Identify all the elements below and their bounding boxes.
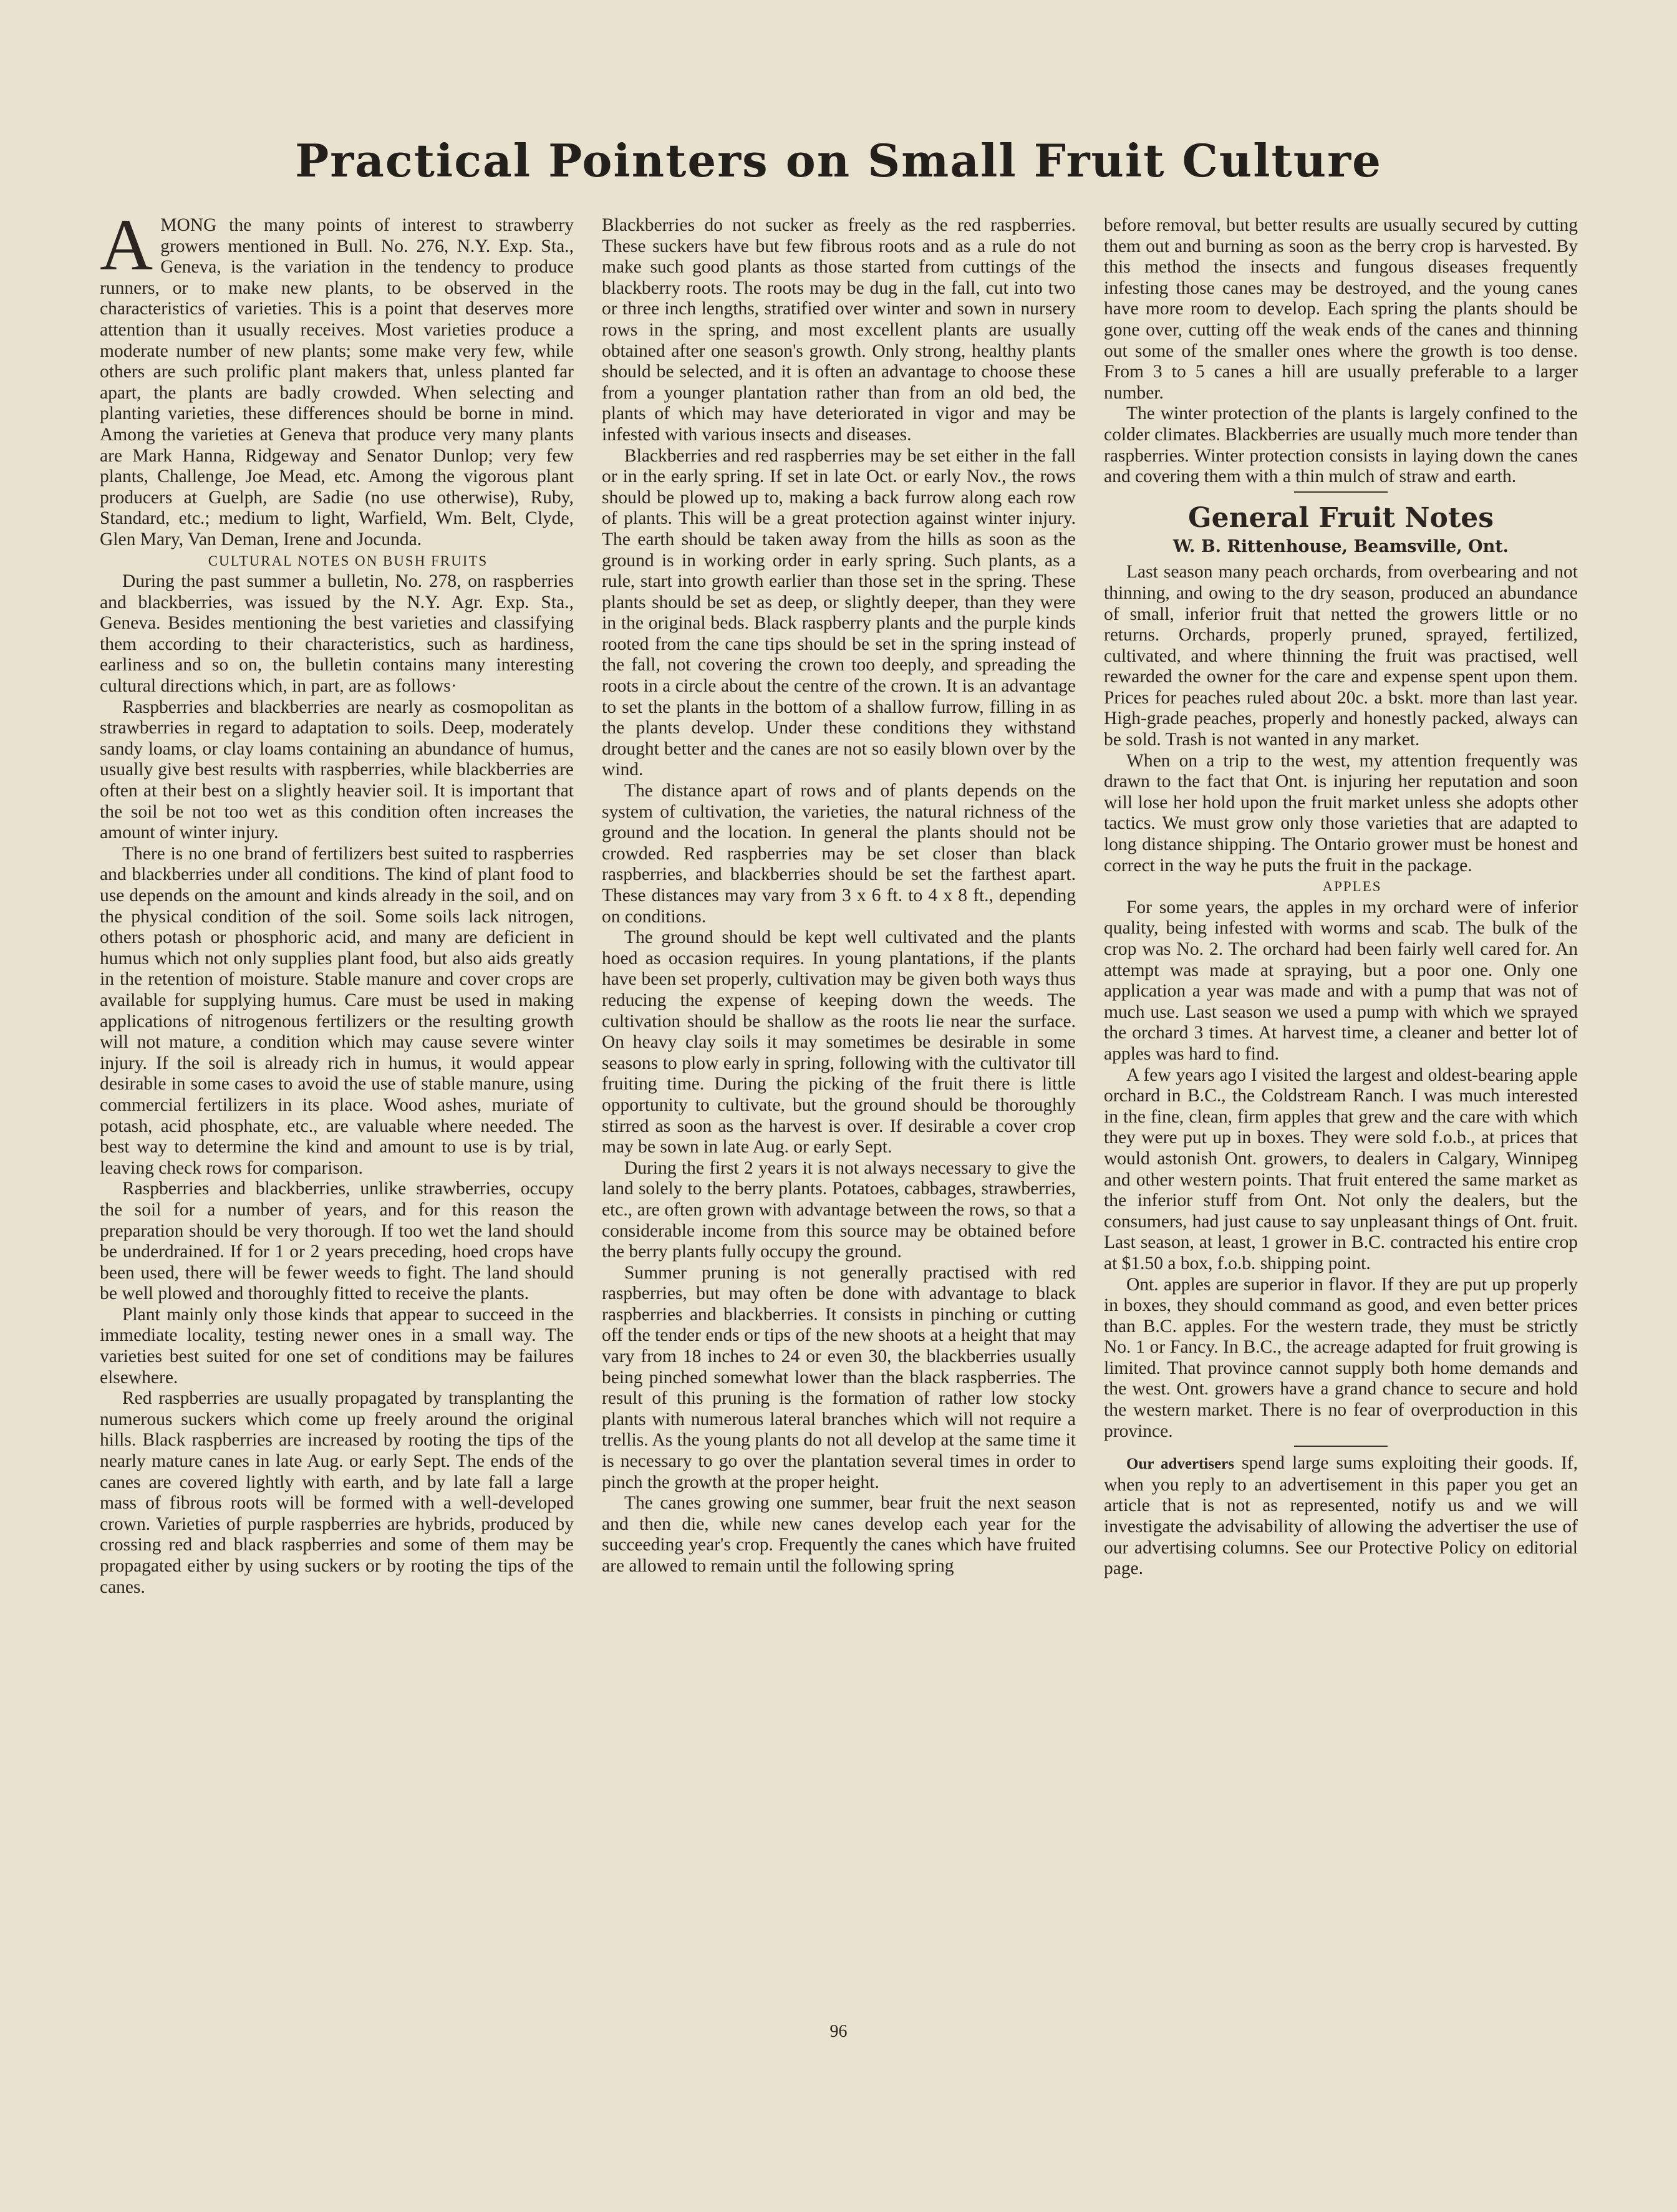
- paragraph: Ont. apples are superior in flavor. If they are put up properly in boxes, they should command as good, and even better prices than B.C. apples. For the western trade, they must be strictly No. 1 or Fancy. In B.C., the acreage adapted for fruit growing is limited. That province cannot supply both home demands and the west. Ont. growers have a grand chance to secure and hold the western market. There is no fear of overproduction in this province.: [1104, 1274, 1578, 1441]
- column-3: [1104, 215, 1578, 2024]
- paragraph: Raspberries and blackberries, unlike strawberries, occupy the soil for a number of years, and for this reason the preparation should be very thorough. If too wet the land should be underdrained. If for 1 or 2 years preceding, hoed crops have been used, there will be fewer weeds to fight. The land should be well plowed and thoroughly fitted to receive the plants.: [100, 1179, 574, 1304]
- paragraph: before removal, but better results are usually secured by cutting them out and burning as soon as the berry crop is harvested. By this method the insects and fungous diseases frequently infesting those canes may be destroyed, and the young canes have more room to develop. Each spring the plants should be gone over, cutting off the weak ends of the canes and thinning out some of the smaller ones where the growth is too dense. From 3 to 5 canes a hill are usually preferable to a larger number.: [1104, 215, 1578, 403]
- paragraph: Summer pruning is not generally practised with red raspberries, but may often be done with advantage to black raspberries and blackberries. It consists in pinching or cutting off the tender ends or tips of the new shoots at a height that may vary from 18 inches to 24 or even 30, the blackberries usually being pinched somewhat lower than the black raspberries. The result of this pruning is the formation of rather low stocky plants with numerous lateral branches which will not require a trellis. As the young plants do not all develop at the same time it is necessary to go over the plantation several times in order to pinch the growth at the proper height.: [602, 1262, 1076, 1492]
- divider: [1294, 491, 1388, 493]
- paragraph: The canes growing one summer, bear fruit the next season and then die, while new canes develop each year for the succeeding year's crop. Frequently the canes which have fruited are allowed to remain until the following spring: [602, 1493, 1076, 1576]
- advertiser-notice-lead: Our advertisers: [1126, 1456, 1234, 1473]
- paragraph: During the past summer a bulletin, No. 278, on raspberries and blackberries, was issued by the N.Y. Agr. Exp. Sta., Geneva. Besides mentioning the best varieties and classifying them according to their characteristics, such as hardiness, earliness and so on, the bulletin contains many interesting cultural directions which, in part, are as follows·: [100, 571, 574, 697]
- author-byline: W. B. Rittenhouse, Beamsville, Ont.: [1172, 536, 1509, 556]
- paragraph: Blackberries do not sucker as freely as the red raspberries. These suckers have but few fibrous roots and as a rule do not make such good plants as those started from cuttings of the blackberry roots. The roots may be dug in the fall, cut into two or three inch lengths, stratified over winter and sown in nursery rows in the spring, and most excellent plants are usually obtained after one season's growth. Only strong, healthy plants should be selected, and it is often an advantage to choose these from a younger plantation rather than from an old bed, the plants of which may have deteriorated in vigor and may be infested with various insects and diseases.: [602, 215, 1076, 445]
- paragraph: The ground should be kept well cultivated and the plants hoed as occasion requires. In young plantations, if the plants have been set properly, cultivation may be given both ways thus reducing the expense of keeping down the weeds. The cultivation should be shallow as the roots lie near the surface. On heavy clay soils it may sometimes be desirable in some seasons to plow early in spring, following with the cultivator till fruiting time. During the picking of the fruit there is little opportunity to cultivate, but the ground should be thoroughly stirred as soon as the harvest is over. If desirable a cover crop may be sown in late Aug. or early Sept.: [602, 927, 1076, 1157]
- drop-cap: A: [100, 215, 153, 286]
- article-title: Practical Pointers on Small Fruit Culture: [295, 134, 1382, 187]
- subheading-apples: APPLES: [1322, 879, 1382, 895]
- paragraph: When on a trip to the west, my attention frequently was drawn to the fact that Ont. is injuring her reputation and soon will lose her hold upon the fruit market unless she adopts other tactics. We must grow only those varieties that are adapted to long distance shipping. The Ontario grower must be honest and correct in the way he puts the fruit in the package.: [1104, 750, 1578, 876]
- divider: [1294, 1446, 1388, 1447]
- paragraph: The distance apart of rows and of plants depends on the system of cultivation, the varieties, the natural richness of the ground and the location. In general the plants should not be crowded. Red raspberries may be set closer than black raspberries, and blackberries should be set the farthest apart. These distances may vary from 3 x 6 ft. to 4 x 8 ft., depending on conditions.: [602, 781, 1076, 927]
- advertiser-notice-text: spend large sums exploiting their goods. If, when you reply to an advertisement in this paper you get an article that is not as represented, notify us and we will investigate the advisability of allowing the advertiser the use of our advertising columns. See our Protective Policy on editorial page.: [1104, 1453, 1578, 1579]
- paragraph: [100, 215, 574, 551]
- paragraph: Blackberries and red raspberries may be set either in the fall or in the early spring. If set in late Oct. or early Nov., the rows should be plowed up to, making a back furrow along each row of plants. This will be a great protection against winter injury. The earth should be taken away from the hills as soon as the ground is in working order in early spring. Such plants, as a rule, start into growth earlier than those set in the spring. These plants should be set as deep, or slightly deeper, than they were in the original beds. Black raspberry plants and the purple kinds rooted from the cane tips should be set in the spring instead of the fall, not covering the crown too deeply, and spreading the roots in a circle about the centre of the crown. It is an advantage to set the plants in the bottom of a shallow furrow, filling in as the plants develop. Under these conditions they withstand drought better and the canes are not so easily blown over by the wind.: [602, 445, 1076, 780]
- paragraph: Raspberries and blackberries are nearly as cosmopolitan as strawberries in regard to adaptation to soils. Deep, moderately sandy loams, or clay loams containing an abundance of humus, usually give best results with raspberries, while blackberries are often at their best on a slightly heavier soil. It is important that the soil be not too wet as this condition often increases the amount of winter injury.: [100, 697, 574, 843]
- column-2: [602, 215, 1076, 2024]
- paragraph-text: MONG the many points of interest to strawberry growers mentioned in Bull. No. 276, N.Y. Exp. Sta., Geneva, is the variation in the tendency to produce runners, or to make new plants, to be observed in the characteristics of varieties. This is a point that deserves more attention than it usually receives. Most varieties produce a moderate number of new plants; some make very few, while others are such prolific plant makers that, unless planted far apart, the plants are badly crowded. When selecting and planting varieties, these differences should be borne in mind. Among the varieties at Geneva that produce very many plants are Mark Hanna, Ridgeway and Senator Dunlop; very few plants, Challenge, Joe Mead, etc. Among the vigorous plant producers at Guelph, are Sadie (no use otherwise), Ruby, Standard, etc.; medium to light, Warfield, Wm. Belt, Clyde, Glen Mary, Van Deman, Irene and Jocunda.: [100, 215, 574, 549]
- page-number: 96: [829, 2022, 848, 2041]
- paragraph: During the first 2 years it is not always necessary to give the land solely to the berry plants. Potatoes, cabbages, strawberries, etc., are often grown with advantage between the rows, so that a considerable income from this source may be obtained before the berry plants fully occupy the ground.: [602, 1157, 1076, 1262]
- section-heading-general-fruit-notes: General Fruit Notes: [1188, 501, 1494, 534]
- paragraph: Plant mainly only those kinds that appear to succeed in the immediate locality, testing newer ones in a small way. The varieties best suited for one set of conditions may be failures elsewhere.: [100, 1304, 574, 1388]
- paragraph: For some years, the apples in my orchard were of inferior quality, being infested with worms and scab. The bulk of the crop was No. 2. The orchard had been fairly well cared for. An attempt was made at spraying, but a poor one. Only one application a year was made and with a pump that was not of much use. Last season we used a pump with which we sprayed the orchard 3 times. At harvest time, a cleaner and better lot of apples was hard to find.: [1104, 897, 1578, 1064]
- paragraph: There is no one brand of fertilizers best suited to raspberries and blackberries under all conditions. The kind of plant food to use depends on the amount and kinds already in the soil, and on the physical condition of the soil. Some soils lack nitrogen, others potash or phosphoric acid, and many are deficient in humus which not only supplies plant food, but also aids greatly in the retention of moisture. Stable manure and cover crops are available for supplying humus. Care must be used in making applications of nitrogenous fertilizers or the resulting growth will not mature, a condition which may cause severe winter injury. If the soil is already rich in humus, it would appear desirable in some cases to avoid the use of stable manure, using commercial fertilizers in its place. Wood ashes, muriate of potash, acid phosphate, etc., are valuable where needed. The best way to determine the kind and amount to use is by trial, leaving check rows for comparison.: [100, 843, 574, 1178]
- paragraph: Last season many peach orchards, from overbearing and not thinning, and owing to the dry season, produced an abundance of small, inferior fruit that netted the growers little or no returns. Orchards, properly pruned, sprayed, fertilized, cultivated, and where thinning the fruit was practised, well rewarded the owner for the care and expense spent upon them. Prices for peaches ruled about 20c. a bskt. more than last year. High-grade peaches, properly and honestly packed, always can be sold. Trash is not wanted in any market.: [1104, 562, 1578, 750]
- paragraph: A few years ago I visited the largest and oldest-bearing apple orchard in B.C., the Coldstream Ranch. I was much interested in the fine, clean, firm apples that grew and the care with which they were put up in boxes. They were sold f.o.b., at prices that would astonish Ont. growers, to dealers in Calgary, Winnipeg and other western points. That fruit entered the same market as the inferior stuff from Ont. Not only the dealers, but the consumers, had just cause to say unpleasant things of Ont. fruit. Last season, at least, 1 grower in B.C. contracted his entire crop at $1.50 a box, f.o.b. shipping point.: [1104, 1065, 1578, 1273]
- column-1: [100, 215, 574, 2024]
- paragraph: The winter protection of the plants is largely confined to the colder climates. Blackberries are usually much more tender than raspberries. Winter protection consists in laying down the canes and covering them with a thin mulch of straw and earth.: [1104, 403, 1578, 487]
- subheading-bush-fruits: CULTURAL NOTES ON BUSH FRUITS: [208, 553, 488, 569]
- advertiser-notice: [1104, 1453, 1578, 1580]
- paragraph: Red raspberries are usually propagated by transplanting the numerous suckers which come up freely around the original hills. Black raspberries are increased by rooting the tips of the nearly mature canes in late Aug. or early Sept. The ends of the canes are covered lightly with earth, and by late fall a large mass of fibrous roots will be formed with a well-developed crown. Varieties of purple raspberries are hybrids, produced by crossing red and black raspberries and some of them may be propagated either by using suckers or by rooting the tips of the canes.: [100, 1388, 574, 1597]
